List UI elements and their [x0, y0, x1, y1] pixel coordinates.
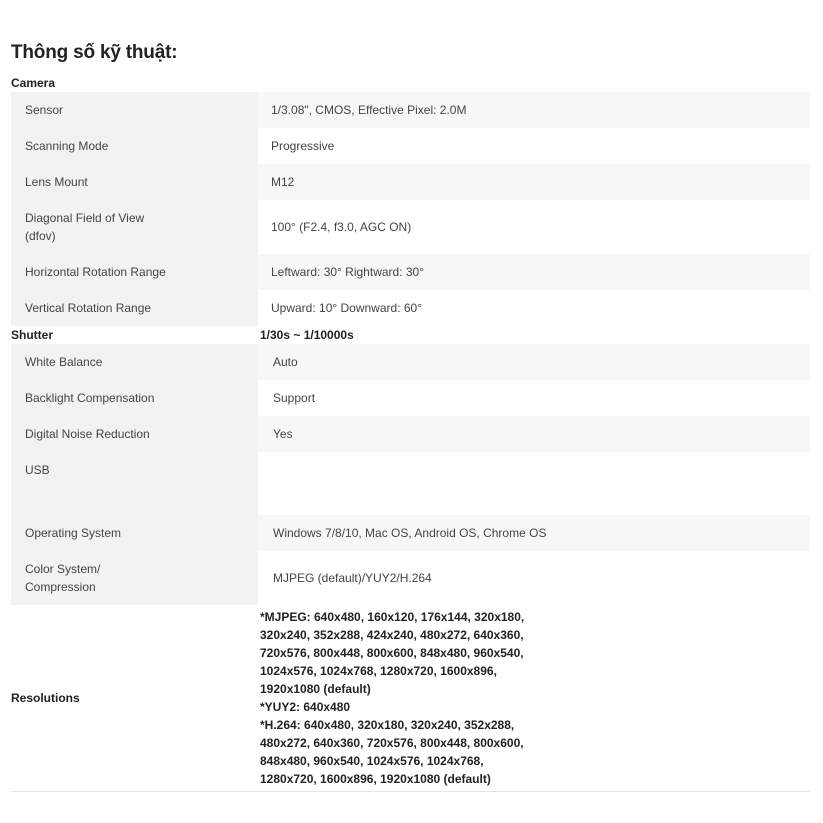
spec-label: Sensor [11, 92, 258, 128]
section-value [258, 74, 810, 92]
spec-value: MJPEG (default)/YUY2/H.264 [258, 551, 810, 605]
spec-row-sensor [11, 92, 810, 128]
spec-value: Progressive [258, 128, 810, 164]
spec-label-text: Color System/ Compression [25, 562, 101, 594]
spec-row-resolutions [11, 605, 810, 792]
resolution-list [258, 605, 810, 792]
resolution-line: *MJPEG: 640x480, 160x120, 176x144, 320x180, [260, 610, 525, 624]
spec-row-usb [11, 452, 810, 515]
page-title: Thông số kỹ thuật: [11, 42, 178, 63]
section-camera [11, 74, 810, 92]
spec-table [11, 74, 810, 792]
spec-label: White Balance [11, 344, 258, 380]
spec-label [11, 551, 258, 605]
spec-label: Operating System [11, 515, 258, 551]
spec-value: Auto [258, 344, 810, 380]
section-label: Shutter [11, 326, 258, 344]
spec-row-scanning-mode [11, 128, 810, 164]
resolution-line: 480x272, 640x360, 720x576, 800x448, 800x600, [260, 736, 524, 750]
spec-value [258, 452, 810, 515]
spec-label: Scanning Mode [11, 128, 258, 164]
section-value: 1/30s ~ 1/10000s [258, 326, 810, 344]
spec-label: Backlight Compensation [11, 380, 258, 416]
spec-row-backlight [11, 380, 810, 416]
spec-value: 100° (F2.4, f3.0, AGC ON) [258, 200, 810, 254]
spec-label: Vertical Rotation Range [11, 290, 258, 326]
section-label: Camera [11, 74, 258, 92]
spec-value: Leftward: 30° Rightward: 30° [258, 254, 810, 290]
spec-label: Lens Mount [11, 164, 258, 200]
spec-row-vertical-rotation [11, 290, 810, 326]
resolution-line: 720x576, 800x448, 800x600, 848x480, 960x540, [260, 646, 524, 660]
spec-row-operating-system [11, 515, 810, 551]
resolution-line: 320x240, 352x288, 424x240, 480x272, 640x360, [260, 628, 524, 642]
spec-value: Yes [258, 416, 810, 452]
spec-value: M12 [258, 164, 810, 200]
spec-row-horizontal-rotation [11, 254, 810, 290]
spec-value: Support [258, 380, 810, 416]
spec-row-lens-mount [11, 164, 810, 200]
spec-label: Horizontal Rotation Range [11, 254, 258, 290]
spec-value: Upward: 10° Downward: 60° [258, 290, 810, 326]
spec-label: Resolutions [11, 605, 258, 792]
spec-label: Digital Noise Reduction [11, 416, 258, 452]
spec-value: 1/3.08", CMOS, Effective Pixel: 2.0M [258, 92, 810, 128]
resolution-line: 848x480, 960x540, 1024x576, 1024x768, [260, 754, 484, 768]
spec-row-color-system [11, 551, 810, 605]
spec-label [11, 200, 258, 254]
spec-row-white-balance [11, 344, 810, 380]
section-shutter [11, 326, 810, 344]
spec-row-dfov [11, 200, 810, 254]
spec-row-noise-reduction [11, 416, 810, 452]
resolution-line: *H.264: 640x480, 320x180, 320x240, 352x288, [260, 718, 515, 732]
spec-label: USB [11, 452, 258, 515]
resolution-line: *YUY2: 640x480 [260, 700, 351, 714]
spec-value: Windows 7/8/10, Mac OS, Android OS, Chrome OS [258, 515, 810, 551]
resolution-line: 1024x576, 1024x768, 1280x720, 1600x896, [260, 664, 497, 678]
resolution-line: 1920x1080 (default) [260, 682, 371, 696]
spec-label-text: Diagonal Field of View (dfov) [25, 211, 145, 243]
resolution-line: 1280x720, 1600x896, 1920x1080 (default) [260, 772, 491, 786]
